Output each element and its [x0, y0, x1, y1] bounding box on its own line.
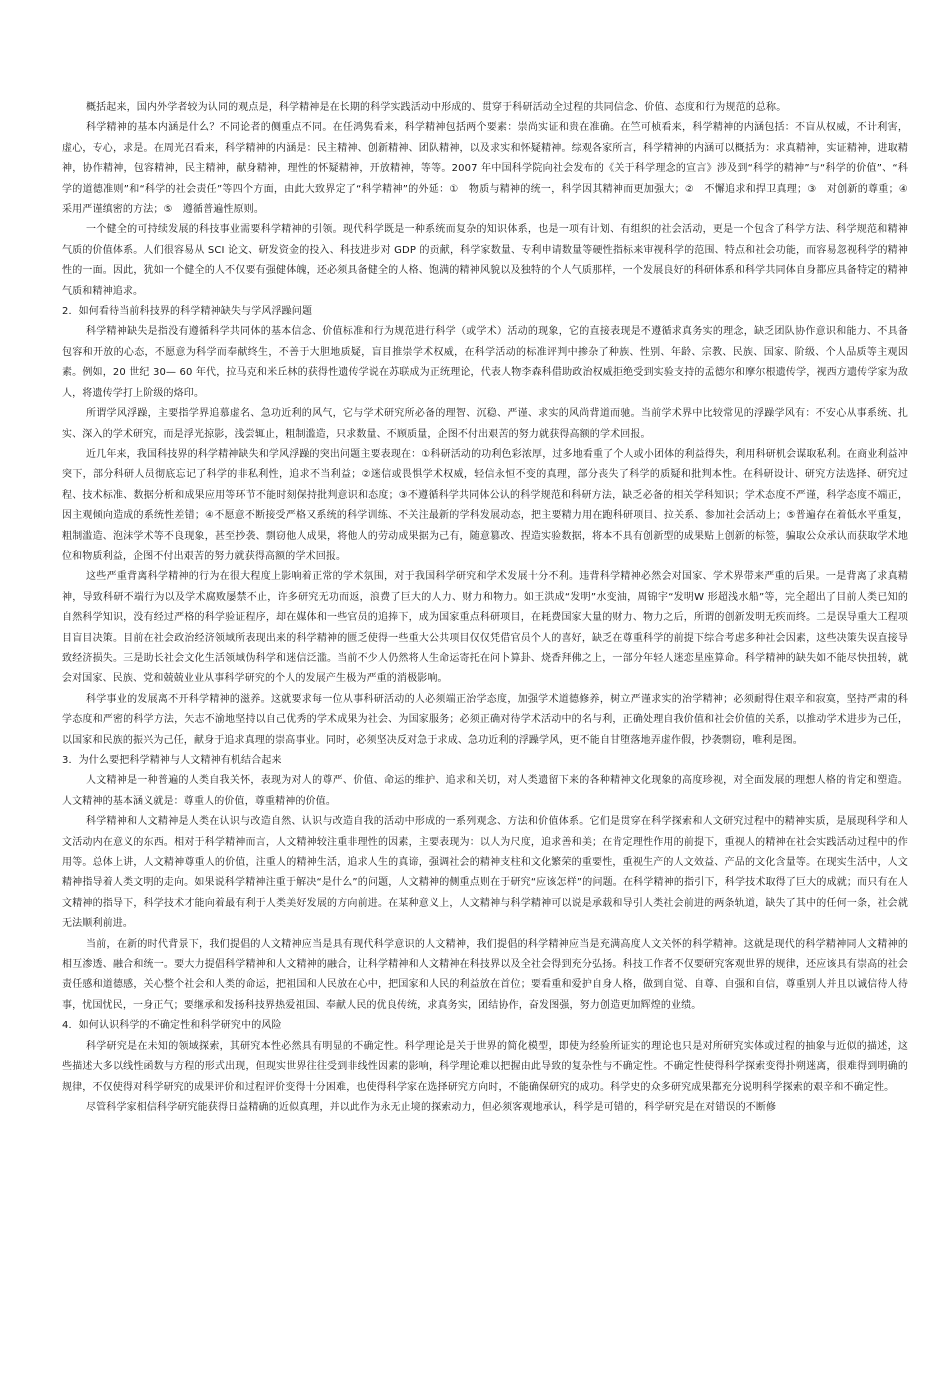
- paragraph: 当前，在新的时代背景下，我们提倡的人文精神应当是具有现代科学意识的人文精神，我们提倡的科学精神应当是充满高度人文关怀的科学精神。这就是现代的科学精神同人文精神的相互渗透、融合和统一。要大力提倡科学精神和人文精神的融合，让科学精神和人文精神在科技界以及全社会得到充分弘扬。科技工作者不仅要研究客观世界的规律，还应该具有崇高的社会责任感和道德感，关心整个社会和人类的命运，把祖国和人民放在心中，把国家和人民的利益放在首位；要看重和爱护自身人格，做到自觉、自尊、自强和自信，尊重别人并且以诚信待人待事，忧国忧民，一身正气；要继承和发扬科技界热爱祖国、奉献人民的优良传统，求真务实，团结协作，奋发图强，努力创造更加辉煌的业绩。: [62, 938, 908, 1011]
- paragraph: 所谓学风浮躁，主要指学界追慕虚名、急功近利的风气，它与学术研究所必备的理智、沉稳、严谨、求实的风尚背道而驰。当前学术界中比较常见的浮躁学风有：不安心从事系统、扎实、深入的学术研究，而是浮光掠影，浅尝辄止，粗制滥造，只求数量、不顾质量，企图不付出艰苦的努力就获得高额的学术回报。: [62, 408, 908, 440]
- paragraph: 科学精神和人文精神是人类在认识与改造自然、认识与改造自我的活动中形成的一系列观念、方法和价值体系。它们是贯穿在科学探索和人文研究过程中的精神实质，是展现科学和人文活动内在意义的东西。相对于科学精神而言，人文精神较注重非理性的因素，主要表现为：以人为尺度，追求善和美；在肯定理性作用的前提下，重视人的精神在社会实践活动过程中的作用等。总体上讲，人文精神尊重人的价值，注重人的精神生活，追求人生的真谛，强调社会的精神支柱和文化繁荣的重要性，重视生产的人文效益、产品的文化含量等。在现实生活中，人文精神指导着人类文明的走向。如果说科学精神注重于解决“是什么”的问题，人文精神的侧重点则在于研究“应该怎样”的问题。在科学精神的指引下，科学技术取得了巨大的成就；而只有在人文精神的指导下，科学技术才能向着最有利于人类美好发展的方向前进。在某种意义上，人文精神与科学精神可以说是承载和导引人类社会前进的两条轨道，缺失了其中的任何一条，社会就无法顺利前进。: [62, 816, 908, 930]
- paragraph: 科学精神的基本内涵是什么？不同论者的侧重点不同。在任鸿隽看来，科学精神包括两个要素：崇尚实证和贵在准确。在竺可桢看来，科学精神的内涵包括：不盲从权威，不计利害，虚心，专心，求是。在周光召看来，科学精神的内涵是：民主精神、创新精神、团队精神，以及求实和怀疑精神。综观各家所言，科学精神的内涵可以概括为：求真精神，实证精神，进取精神，协作精神，包容精神，民主精神，献身精神，理性的怀疑精神，开放精神，等等。2007 年中国科学院向社会发布的《关于科学理念的宣言》涉及到“科学的精神”与“科学的价值”、“科学的道德准则”和“科学的社会责任”等四个方面，由此大致界定了“科学精神”的外延：① 物质与精神的统一，科学因其精神而更加强大；② 不懈追求和捍卫真理；③ 对创新的尊重；④ 采用严谨缜密的方法；⑤ 遵循普遍性原则。: [62, 122, 919, 216]
- section-heading: 3．为什么要把科学精神与人文精神有机结合起来: [62, 755, 282, 766]
- paragraph: 科学精神缺失是指没有遵循科学共同体的基本信念、价值标准和行为规范进行科学（或学术）活动的现象，它的直接表现是不遵循求真务实的理念，缺乏团队协作意识和能力、不具备包容和开放的心态，不愿意为科学而奉献终生，不善于大胆地质疑，盲目推崇学术权威，在科学活动的标准评判中掺杂了种族、性别、年龄、宗教、民族、国家、阶级、个人品质等主观因素。例如，20 世纪 30— 60 年代，拉马克和米丘林的获得性遗传学说在苏联成为正统理论，代表人物李森科借助政治权威拒绝受到实验支持的孟德尔和摩尔根遗传学，视西方遗传学家为敌人，将遗传学打上阶级的烙印。: [62, 326, 908, 399]
- paragraph: 科学事业的发展离不开科学精神的滋养。这就要求每一位从事科研活动的人必须端正治学态度，加强学术道德修养，树立严谨求实的治学精神；必须耐得住艰辛和寂寞，坚持严肃的科学态度和严密的科学方法，矢志不渝地坚持以自己优秀的学术成果为社会、为国家服务；必须正确对待学术活动中的名与利，正确处理自我价值和社会价值的关系，以推动学术进步为己任，以国家和民族的振兴为己任，献身于追求真理的崇高事业。同时，必须坚决反对急于求成、急功近利的浮躁学风，更不能自甘堕落地弄虚作假，抄袭剽窃，唯利是图。: [62, 693, 908, 746]
- document-page: [62, 98, 919, 1118]
- paragraph: 科学研究是在未知的领域探索，其研究本性必然具有明显的不确定性。科学理论是关于世界的简化模型，即使为经验所证实的理论也只是对所研究实体或过程的抽象与近似的描述，这些描述大多以线性函数与方程的形式出现，但现实世界往往受到非线性因素的影响，科学理论难以把握由此导致的复杂性与不确定性。不确定性使得科学探索变得扑朔迷离，很难得到明确的规律，不仅使得对科学研究的成果评价和过程评价变得十分困难，也使得科学家在选择研究方向时，不能确保研究的成功。科学史的众多研究成果都充分说明科学探索的艰辛和不确定性。: [62, 1040, 908, 1093]
- section-heading: 4．如何认识科学的不确定性和科学研究中的风险: [62, 1020, 282, 1032]
- paragraph: 这些严重背离科学精神的行为在很大程度上影响着正常的学术氛围，对于我国科学研究和学术发展十分不利。违背科学精神必然会对国家、学术界带来严重的后果。一是背离了求真精神，导致科研不端行为以及学术腐败屡禁不止，许多研究无功而返，浪费了巨大的人力、财力和物力。如王洪成“发明”水变油，周锦宇“发明W 形超浅水船”等，完全超出了目前人类已知的自然科学知识，没有经过严格的科学验证程序，却在媒体和一些官员的追捧下，成为国家重点科研项目，在耗费国家大量的财力、物力之后，所谓的创新发明无疾而终。二是误导重大工程项目盲目决策。目前在社会政治经济领域所表现出来的科学精神的匮乏使得一些重大公共项目仅仅凭借官员个人的喜好，缺乏在尊重科学的前提下综合考虑多种社会因素，这些决策失误直接导致经济损失。三是助长社会文化生活领域伪科学和迷信泛滥。当前不少人仍然将人生命运寄托在问卜算卦、烧香拜佛之上，一部分年轻人迷恋星座算命。科学精神的缺失如不能尽快扭转，就会对国家、民族、党和兢兢业业从事科学研究的个人的发展产生极为严重的消极影响。: [62, 571, 908, 685]
- paragraph: 人文精神是一种普遍的人类自我关怀，表现为对人的尊严、价值、命运的维护、追求和关切，对人类遗留下来的各种精神文化现象的高度珍视，对全面发展的理想人格的肯定和塑造。人文精神的基本涵义就是：尊重人的价值，尊重精神的价值。: [62, 775, 908, 807]
- section-heading: 2．如何看待当前科技界的科学精神缺失与学风浮躁问题: [62, 306, 313, 318]
- paragraph: 尽管科学家相信科学研究能获得日益精确的近似真理，并以此作为永无止境的探索动力，但必须客观地承认，科学是可错的，科学研究是在对错误的不断修: [86, 1101, 777, 1113]
- paragraph: 近几年来，我国科技界的科学精神缺失和学风浮躁的突出问题主要表现在：①科研活动的功利色彩浓厚，过多地看重了个人或小团体的利益得失，利用科研机会谋取私利。在商业利益冲突下，部分科研人员彻底忘记了科学的非私利性，追求不当利益；②迷信或畏惧学术权威，轻信永恒不变的真理，部分丧失了科学的质疑和批判本性。在科研设计、研究方法选择、研究过程、技术标准、数据分析和成果应用等环节不能时刻保持批判意识和态度；③不遵循科学共同体公认的科学规范和科研方法，缺乏必备的相关学科知识；学术态度不严谨，科学态度不端正，因主观倾向造成的系统性差错；④不愿意不断接受严格又系统的科学训练、不关注最新的学科发展动态，把主要精力用在跑科研项目、拉关系、参加社会活动上；⑤普遍存在着低水平重复，粗制滥造、泡沫学术等不良现象，甚至抄袭、剽窃他人成果，将他人的劳动成果据为己有，随意篡改、捏造实验数据，将本不具有创新型的成果贴上创新的标签，骗取公众承认而获取学术地位和物质利益，企图不付出艰苦的努力就获得高额的学术回报。: [62, 448, 908, 562]
- paragraph: 一个健全的可持续发展的科技事业需要科学精神的引领。现代科学既是一种系统而复杂的知识体系，也是一项有计划、有组织的社会活动，更是一个包含了科学方法、科学规范和精神气质的价值体系。人们很容易从 SCI 论文、研发资金的投入、科技进步对 GDP 的贡献，科学家数量、专利申请数量等硬性指标来审视科学的范围、特点和社会功能，而容易忽视科学的精神性的一面。因此，犹如一个健全的人不仅要有强健体魄，还必须具备健全的人格、饱满的精神风貌以及独特的个人气质那样，一个发展良好的科研体系和科学共同体自身都应具备特定的精神气质和精神追求。: [62, 224, 908, 297]
- paragraph: 概括起来，国内外学者较为认同的观点是，科学精神是在长期的科学实践活动中形成的、贯穿于科研活动全过程的共同信念、价值、态度和行为规范的总称。: [86, 102, 787, 113]
